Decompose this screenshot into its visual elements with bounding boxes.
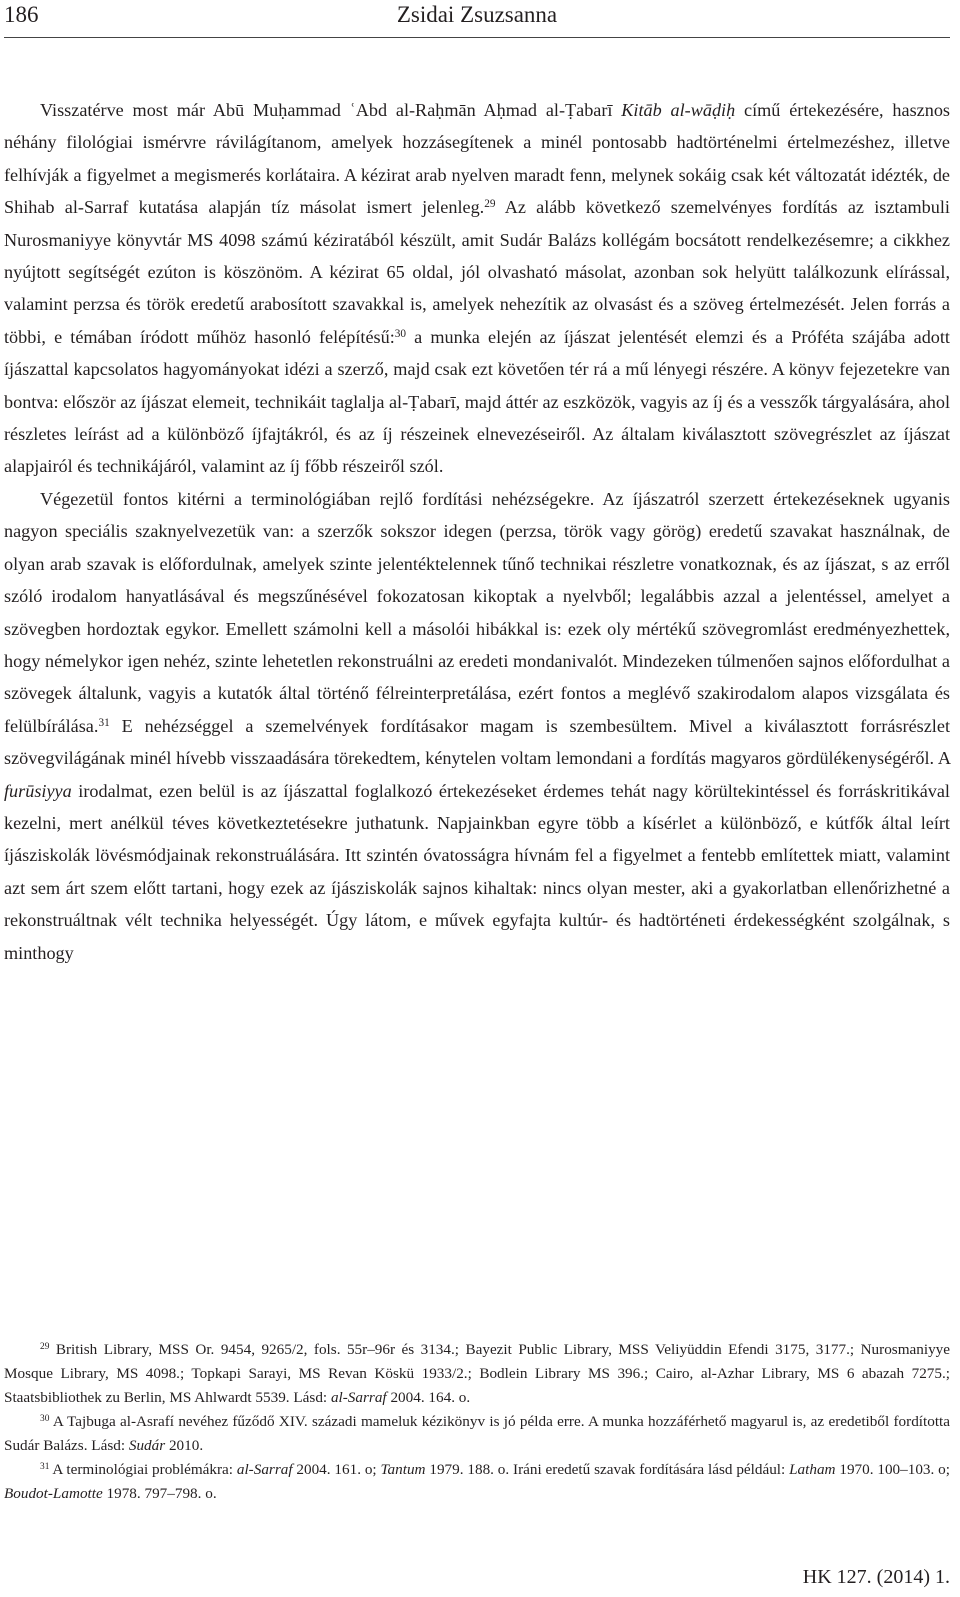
italic-term: furūsiyya [4,780,72,801]
footnotes [4,1338,950,1506]
page-number: 186 [4,2,39,27]
italic-term: Latham [789,1461,836,1478]
paragraph-1: Visszatérve most már Abū Muḥammad ʿAbd al-Raḥmān Aḥmad al-Ṭabarī Kitāb al-wāḍiḥ című értekezésére, hasznos néhány filológiai ismérvre rávilágítanom, amelyek hozzásegítenek a minél pontosabb hadtörténelmi értelmezéshez, illetve felhívják a figyelmet a megismerés korlátaira. A kézirat arab nyelven maradt fenn, melynek sokáig csak két változatát idézték, de Shihab al-Sarraf kutatása alapján tíz másolat ismert jelenleg.$^{29}$ Az alább következő szemelvényes fordítás az isztambuli Nurosmaniyye könyvtár MS 4098 számú kéziratából készült, amit Sudár Balázs kollégám bocsátott rendelkezésemre; a cikkhez nyújtott segítségét ezúton is köszönöm. A kézirat 65 oldal, jól olvasható másolat, azonban sok helyütt találkozunk elírással, valamint perzsa és török eredetű arabosított szavakkal is, amelyek nehezítik az olvasást és a szöveg értelmezését. Jelen forrás a többi, e témában íródott műhöz hasonló felépítésű:$^{30}$ a munka elején az íjászat jelentését elemzi és a Próféta szájába adott íjászattal kapcsolatos hagyományokat idézi a szerző, majd csak ezt követően tér rá a mű lényegi részére. A könyv fejezetekre van bontva: először az íjászat elemeit, technikáit taglalja al-Ṭabarī, majd áttér az eszközök, vagyis az íj és a vesszők tárgyalására, ahol részletes leírást ad a különböző íjfajtákról, és az íj részeinek elnevezéseiről. Az általam kiválasztott szövegrészlet az íjászat alapjairól és technikájáról, valamint az íj főbb részeiről szól. [4,100,951,477]
main-text [4,94,950,969]
footnote-marker: 29 [484,198,496,211]
footnote-31: $^{31}$ A terminológiai problémákra: al-Sarraf 2004. 161. o; Tantum 1979. 188. o. Iráni eredetű szavak fordítására lásd például: Latham 1970. 100–103. o; Boudot-Lamotte 1978. 797–798. o. [4,1461,950,1502]
italic-term: Sudár [128,1437,166,1454]
journal-reference: HK 127. (2014) 1. [802,1566,950,1588]
footnote-30: $^{30}$ A Tajbuga al-Asrafí nevéhez fűződő XIV. századi mameluk kézikönyv is jó példa erre. A munka hozzáférhető magyarul is, az eredetiből fordította Sudár Balázs. Lásd: Sudár 2010. [4,1413,950,1454]
footnote-marker: 31 [98,716,110,729]
italic-term: Boudot-Lamotte [4,1485,103,1502]
italic-term: al-Sarraf [236,1461,293,1478]
running-title: Zsidai Zsuzsanna [396,2,558,27]
italic-term: Kitāb al-wāḍiḥ [621,100,736,120]
footnote-marker: 30 [394,327,407,340]
running-header [4,0,950,38]
footnote-marker: 30 [40,1413,50,1424]
italic-term: Tantum [380,1461,426,1478]
italic-term: al-Sarraf [330,1389,387,1406]
footnote-29: $^{29}$ British Library, MSS Or. 9454, 9265/2, fols. 55r–96r és 3134.; Bayezit Public Library, MSS Veliyüddin Efendi 3175, 3177.; Nurosmaniyye Mosque Library, MS 4098.; Topkapi Sarayi, MS Revan Köskü 1933/2.; Bodlein Library MS 396.; Cairo, al-Azhar Library, MS 6 abazah 7275.; Staatsbibliothek zu Berlin, MS Ahlwardt 5539. Lásd: al-Sarraf 2004. 164. o. [4,1341,950,1406]
paragraph-2: Végezetül fontos kitérni a terminológiában rejlő fordítási nehézségekre. Az íjászatról szerzett értekezéseknek ugyanis nagyon speciális szaknyelvezetük van: a szerzők sokszor idegen (perzsa, török vagy görög) eredetű szavakat használnak, de olyan arab szavak is előfordulnak, amelyek szinte jelentéktelennek tűnő technikai részletre vonatkoznak, és az íjászat, s az erről szóló irodalom hanyatlásával és megszűnésével fokozatosan kikoptak a nyelvből; legalábbis azzal a jelentéssel, amelyet a szövegben hordoztak egykor. Emellett számolni kell a másolói hibákkal is: ezek oly mértékű szövegromlást eredményezhettek, hogy némelykor igen nehéz, szinte lehetetlen rekonstruálni az eredeti mondanivalót. Mindezeken túlmenően sajnos előfordulhat a szövegek általunk, vagyis a kutatók által történő félreinterpretálása, ezért fontos a meglévő szakirodalom alapos vizsgálata és felülbírálása.$^{31}$ E nehézséggel a szemelvények fordításakor magam is szembesültem. Mivel a kiválasztott forrásrészlet szövegvilágának minél hívebb visszaadására törekedtem, kénytelen voltam lemondani a fordítás magyaros gördülékenységéről. A furūsiyya irodalmat, ezen belül is az íjászattal foglalkozó értekezéseket érdemes tehát nagy körültekintéssel és forráskritikával kezelni, mert anélkül téves következtetésekre juthatunk. Napjainkban egyre több a kísérlet a különböző, e kútfők által leírt íjásziskolák lövésmódjainak rekonstruálására. Itt szintén óvatosságra hívnám fel a figyelmet a fentebb említettek miatt, valamint azt sem árt szem előtt tartani, hogy ezek az íjásziskolák sajnos kihaltak: nincs olyan mester, aki a gyakorlatban ellenőrizhetné a rekonstruáltnak vélt technika helyességét. Úgy látom, e művek egyfajta kultúr- és hadtörténeti érdekességként szolgálnak, s minthogy [4,488,950,963]
footnote-marker: 29 [40,1341,50,1352]
footnote-marker: 31 [40,1461,50,1472]
